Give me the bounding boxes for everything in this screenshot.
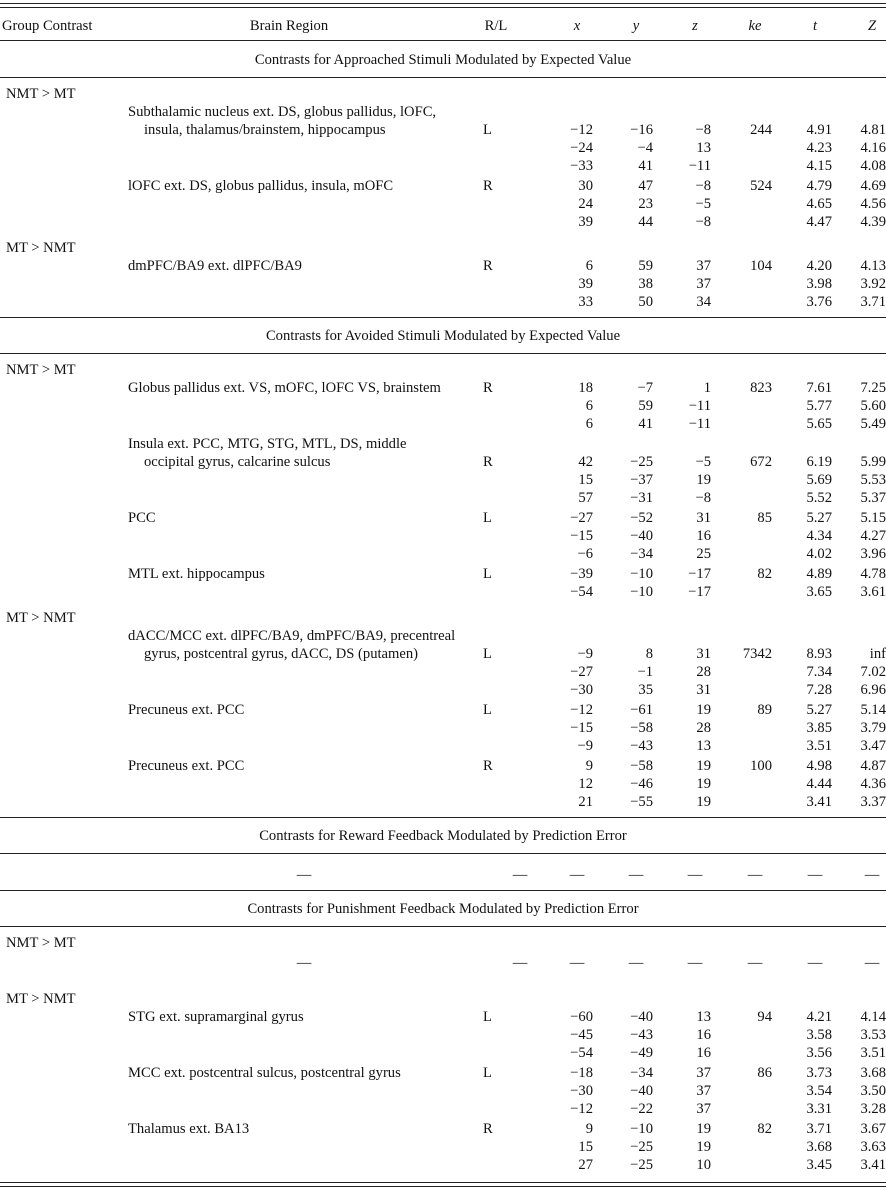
cell-Z: 3.96 [860,546,886,562]
cell-Z: 7.02 [860,664,886,680]
cell-Z: inf [869,646,886,662]
cell-z: −11 [688,158,711,174]
cell-Z: 4.16 [860,140,886,156]
cell-Z: 3.47 [860,738,886,754]
cell-Z: 4.87 [860,758,886,774]
header-group-contrast: Group Contrast [2,18,93,34]
cell-x: −15 [570,720,593,736]
cell-t: 7.28 [806,682,832,698]
cell-ke: 86 [757,1065,772,1081]
hemisphere-rl: R [483,454,493,470]
cell-y: −34 [630,546,653,562]
cell-x: 33 [578,294,593,310]
cell-y: −31 [630,490,653,506]
header-rule [0,40,886,41]
cell-x: 39 [578,214,593,230]
hemisphere-rl: L [483,1065,492,1081]
cell-t: 3.45 [806,1157,832,1173]
cell-Z: 3.28 [860,1101,886,1117]
cell-x: −9 [577,738,593,754]
cell-y: −43 [630,738,653,754]
group-contrast-label: MT > NMT [6,991,76,1007]
section-title: Contrasts for Reward Feedback Modulated by Prediction Error [259,828,627,844]
empty-t-dash: — [807,867,823,883]
cell-z: −8 [695,490,711,506]
cell-z: 19 [696,1139,711,1155]
cell-z: 19 [696,758,711,774]
hemisphere-rl: R [483,1121,493,1137]
hemisphere-rl: R [483,380,493,396]
hemisphere-rl: L [483,1009,492,1025]
cell-t: 4.91 [806,122,832,138]
cell-z: −5 [695,196,711,212]
cell-y: −37 [630,472,653,488]
cell-x: −60 [570,1009,593,1025]
cell-t: 4.89 [806,566,832,582]
header-rl: R/L [484,18,508,34]
brain-region: Precuneus ext. PCC [128,758,245,774]
cell-z: 37 [696,258,711,274]
cell-t: 3.65 [806,584,832,600]
cell-z: 19 [696,1121,711,1137]
cell-y: −46 [630,776,653,792]
cell-y: 35 [638,682,653,698]
brain-region: MCC ext. postcentral sulcus, postcentral gyrus [128,1065,401,1081]
cell-y: 59 [638,258,653,274]
cell-t: 5.65 [806,416,832,432]
cell-y: −58 [630,758,653,774]
empty-x-dash: — [569,867,585,883]
header-x: x [573,18,581,34]
cell-z: 31 [696,510,711,526]
cell-y: −40 [630,1009,653,1025]
cell-y: −25 [630,1139,653,1155]
section-title-rule [0,77,886,78]
hemisphere-rl: R [483,758,493,774]
cell-ke: 82 [757,1121,772,1137]
cell-z: 16 [696,1027,711,1043]
cell-y: −7 [637,380,653,396]
cell-Z: 3.53 [860,1027,886,1043]
empty-z-dash: — [687,955,703,971]
cell-t: 4.65 [806,196,832,212]
cell-z: 13 [696,1009,711,1025]
cell-y: 44 [638,214,653,230]
header-y: y [632,18,640,34]
cell-y: −22 [630,1101,653,1117]
empty-Z-dash: — [864,955,880,971]
cell-t: 5.27 [806,702,832,718]
cell-x: −30 [570,1083,593,1099]
cell-ke: 100 [750,758,772,774]
cell-y: −55 [630,794,653,810]
cell-z: 25 [696,546,711,562]
cell-z: −8 [695,178,711,194]
cell-y: −61 [630,702,653,718]
cell-y: −25 [630,1157,653,1173]
cell-Z: 4.69 [860,178,886,194]
brain-region-cont: occipital gyrus, calcarine sulcus [144,454,331,470]
cell-t: 4.20 [806,258,832,274]
cell-t: 3.76 [806,294,832,310]
cell-y: −16 [630,122,653,138]
header-t: t [812,18,818,34]
cell-z: 28 [696,720,711,736]
cell-t: 8.93 [806,646,832,662]
cell-ke: 7342 [742,646,772,662]
cell-t: 5.52 [806,490,832,506]
cell-x: 21 [578,794,593,810]
cell-x: 24 [578,196,593,212]
cell-y: 41 [638,158,653,174]
cell-z: 1 [703,380,711,396]
cell-x: 6 [585,258,593,274]
empty-y-dash: — [628,955,644,971]
section-end-rule [0,317,886,318]
cell-x: 18 [578,380,593,396]
cell-Z: 4.27 [860,528,886,544]
header-Z: Z [867,18,877,34]
brain-region: lOFC ext. DS, globus pallidus, insula, mOFC [128,178,394,194]
cell-z: 31 [696,682,711,698]
cell-z: 16 [696,1045,711,1061]
cell-t: 4.34 [806,528,832,544]
cell-ke: 823 [750,380,772,396]
cell-Z: 3.67 [860,1121,886,1137]
group-contrast-label: NMT > MT [6,86,76,102]
cell-z: 28 [696,664,711,680]
cell-z: −11 [688,398,711,414]
cell-x: −24 [570,140,593,156]
group-contrast-label: MT > NMT [6,240,76,256]
cell-Z: 3.79 [860,720,886,736]
cell-z: 13 [696,140,711,156]
cell-y: −34 [630,1065,653,1081]
cell-t: 4.47 [806,214,832,230]
group-contrast-label: MT > NMT [6,610,76,626]
cell-t: 7.61 [806,380,832,396]
cell-ke: 89 [757,702,772,718]
cell-y: −40 [630,1083,653,1099]
cell-y: 59 [638,398,653,414]
cell-z: −5 [695,454,711,470]
cell-y: −10 [630,566,653,582]
section-end-rule [0,890,886,891]
cell-Z: 4.78 [860,566,886,582]
cell-x: 6 [585,398,593,414]
cell-Z: 7.25 [860,380,886,396]
cell-t: 5.27 [806,510,832,526]
cell-x: −27 [570,664,593,680]
cell-z: 37 [696,1065,711,1081]
hemisphere-rl: L [483,566,492,582]
cell-Z: 5.99 [860,454,886,470]
cell-x: 12 [578,776,593,792]
cell-z: 34 [696,294,711,310]
cell-Z: 3.92 [860,276,886,292]
empty-ke-dash: — [747,867,763,883]
cell-Z: 4.13 [860,258,886,274]
cell-x: −15 [570,528,593,544]
cell-x: −9 [577,646,593,662]
brain-region: Precuneus ext. PCC [128,702,245,718]
cell-z: 19 [696,776,711,792]
cell-z: 31 [696,646,711,662]
cell-y: −49 [630,1045,653,1061]
cell-x: −30 [570,682,593,698]
cell-t: 3.73 [806,1065,832,1081]
cell-Z: 3.68 [860,1065,886,1081]
cell-x: −18 [570,1065,593,1081]
section-title-rule [0,853,886,854]
cell-ke: 82 [757,566,772,582]
empty-t-dash: — [807,955,823,971]
hemisphere-rl: L [483,122,492,138]
section-end-rule [0,817,886,818]
cell-t: 4.21 [806,1009,832,1025]
cell-z: 16 [696,528,711,544]
cell-t: 4.23 [806,140,832,156]
cell-Z: 4.14 [860,1009,886,1025]
cell-t: 3.56 [806,1045,832,1061]
cell-x: −27 [570,510,593,526]
cell-x: 57 [578,490,593,506]
header-ke: ke [748,18,762,34]
cell-z: 13 [696,738,711,754]
cell-x: −12 [570,122,593,138]
cell-Z: 6.96 [860,682,886,698]
cell-z: 19 [696,702,711,718]
cell-x: −12 [570,702,593,718]
cell-Z: 3.50 [860,1083,886,1099]
cell-Z: 3.61 [860,584,886,600]
hemisphere-rl: L [483,646,492,662]
top-rule [0,3,886,4]
cell-z: −8 [695,122,711,138]
header-z: z [692,18,698,34]
cell-Z: 5.14 [860,702,886,718]
cell-Z: 4.56 [860,196,886,212]
cell-y: −40 [630,528,653,544]
brain-region-cont: insula, thalamus/brainstem, hippocampus [144,122,386,138]
cell-y: −10 [630,1121,653,1137]
cell-x: −12 [570,1101,593,1117]
brain-region: Globus pallidus ext. VS, mOFC, lOFC VS, brainstem [128,380,441,396]
cell-x: 15 [578,472,593,488]
empty-z-dash: — [687,867,703,883]
cell-z: 37 [696,1083,711,1099]
cell-z: 37 [696,276,711,292]
hemisphere-rl: R [483,258,493,274]
cell-ke: 244 [750,122,772,138]
cell-x: −54 [570,1045,593,1061]
brain-region: Subthalamic nucleus ext. DS, globus pallidus, lOFC, [128,104,437,120]
cell-t: 6.19 [806,454,832,470]
cell-ke: 524 [750,178,772,194]
cell-Z: 4.81 [860,122,886,138]
cell-y: 50 [638,294,653,310]
empty-region-dash: — [296,955,312,971]
cell-t: 4.98 [806,758,832,774]
cell-Z: 5.49 [860,416,886,432]
cell-Z: 3.37 [860,794,886,810]
brain-region: MTL ext. hippocampus [128,566,265,582]
cell-ke: 672 [750,454,772,470]
cell-Z: 3.63 [860,1139,886,1155]
brain-region: Insula ext. PCC, MTG, STG, MTL, DS, middle [128,436,407,452]
cell-z: 10 [696,1157,711,1173]
cell-t: 3.98 [806,276,832,292]
cell-t: 3.51 [806,738,832,754]
brain-region-cont: gyrus, postcentral gyrus, dACC, DS (putamen) [144,646,419,662]
cell-t: 3.71 [806,1121,832,1137]
cell-x: 9 [585,758,593,774]
cell-Z: 4.08 [860,158,886,174]
cell-x: −6 [577,546,593,562]
cell-y: −1 [637,664,653,680]
cell-t: 7.34 [806,664,832,680]
cell-Z: 5.37 [860,490,886,506]
empty-region-dash: — [296,867,312,883]
cell-t: 3.85 [806,720,832,736]
empty-Z-dash: — [864,867,880,883]
cell-t: 3.58 [806,1027,832,1043]
cell-Z: 3.41 [860,1157,886,1173]
cell-ke: 85 [757,510,772,526]
cell-t: 4.44 [806,776,832,792]
cell-y: −43 [630,1027,653,1043]
cell-t: 3.68 [806,1139,832,1155]
cell-t: 5.69 [806,472,832,488]
brain-region: dACC/MCC ext. dlPFC/BA9, dmPFC/BA9, precentreal [128,628,456,644]
empty-x-dash: — [569,955,585,971]
cell-ke: 104 [750,258,772,274]
cell-t: 4.15 [806,158,832,174]
cell-Z: 5.60 [860,398,886,414]
brain-region: PCC [128,510,156,526]
cell-t: 3.54 [806,1083,832,1099]
brain-region: STG ext. supramarginal gyrus [128,1009,304,1025]
cell-t: 4.02 [806,546,832,562]
section-title: Contrasts for Punishment Feedback Modulated by Prediction Error [247,901,639,917]
cell-x: −45 [570,1027,593,1043]
cell-x: −33 [570,158,593,174]
cell-y: 23 [638,196,653,212]
brain-region: dmPFC/BA9 ext. dlPFC/BA9 [128,258,302,274]
cell-Z: 4.39 [860,214,886,230]
empty-rl-dash: — [512,867,528,883]
cell-y: 8 [645,646,653,662]
cell-z: −17 [688,566,711,582]
cell-Z: 4.36 [860,776,886,792]
empty-y-dash: — [628,867,644,883]
cell-t: 4.79 [806,178,832,194]
header-brain-region: Brain Region [249,18,329,34]
cell-t: 3.41 [806,794,832,810]
cell-z: −11 [688,416,711,432]
section-title-rule [0,926,886,927]
cell-x: 39 [578,276,593,292]
cell-x: 15 [578,1139,593,1155]
cell-x: 27 [578,1157,593,1173]
cell-z: 19 [696,794,711,810]
empty-rl-dash: — [512,955,528,971]
bottom-rule [0,1182,886,1183]
hemisphere-rl: R [483,178,493,194]
cell-Z: 3.51 [860,1045,886,1061]
cell-x: 30 [578,178,593,194]
cell-z: −17 [688,584,711,600]
cell-ke: 94 [757,1009,772,1025]
cell-y: 47 [638,178,653,194]
cell-y: −58 [630,720,653,736]
cell-y: 38 [638,276,653,292]
cell-y: −10 [630,584,653,600]
cell-z: −8 [695,214,711,230]
cell-x: 6 [585,416,593,432]
section-title-rule [0,353,886,354]
cell-y: −4 [637,140,653,156]
cell-z: 37 [696,1101,711,1117]
brain-region: Thalamus ext. BA13 [128,1121,250,1137]
hemisphere-rl: L [483,510,492,526]
cell-z: 19 [696,472,711,488]
group-contrast-label: NMT > MT [6,935,76,951]
cell-x: −54 [570,584,593,600]
hemisphere-rl: L [483,702,492,718]
cell-y: 41 [638,416,653,432]
cell-x: −39 [570,566,593,582]
cell-t: 3.31 [806,1101,832,1117]
group-contrast-label: NMT > MT [6,362,76,378]
cell-y: −52 [630,510,653,526]
cell-t: 5.77 [806,398,832,414]
top-rule-double [0,7,886,8]
cell-Z: 3.71 [860,294,886,310]
cell-x: 9 [585,1121,593,1137]
cell-y: −25 [630,454,653,470]
cell-Z: 5.15 [860,510,886,526]
cell-x: 42 [578,454,593,470]
cell-Z: 5.53 [860,472,886,488]
section-title: Contrasts for Avoided Stimuli Modulated by Expected Value [265,328,621,344]
section-title: Contrasts for Approached Stimuli Modulated by Expected Value [254,52,632,68]
empty-ke-dash: — [747,955,763,971]
